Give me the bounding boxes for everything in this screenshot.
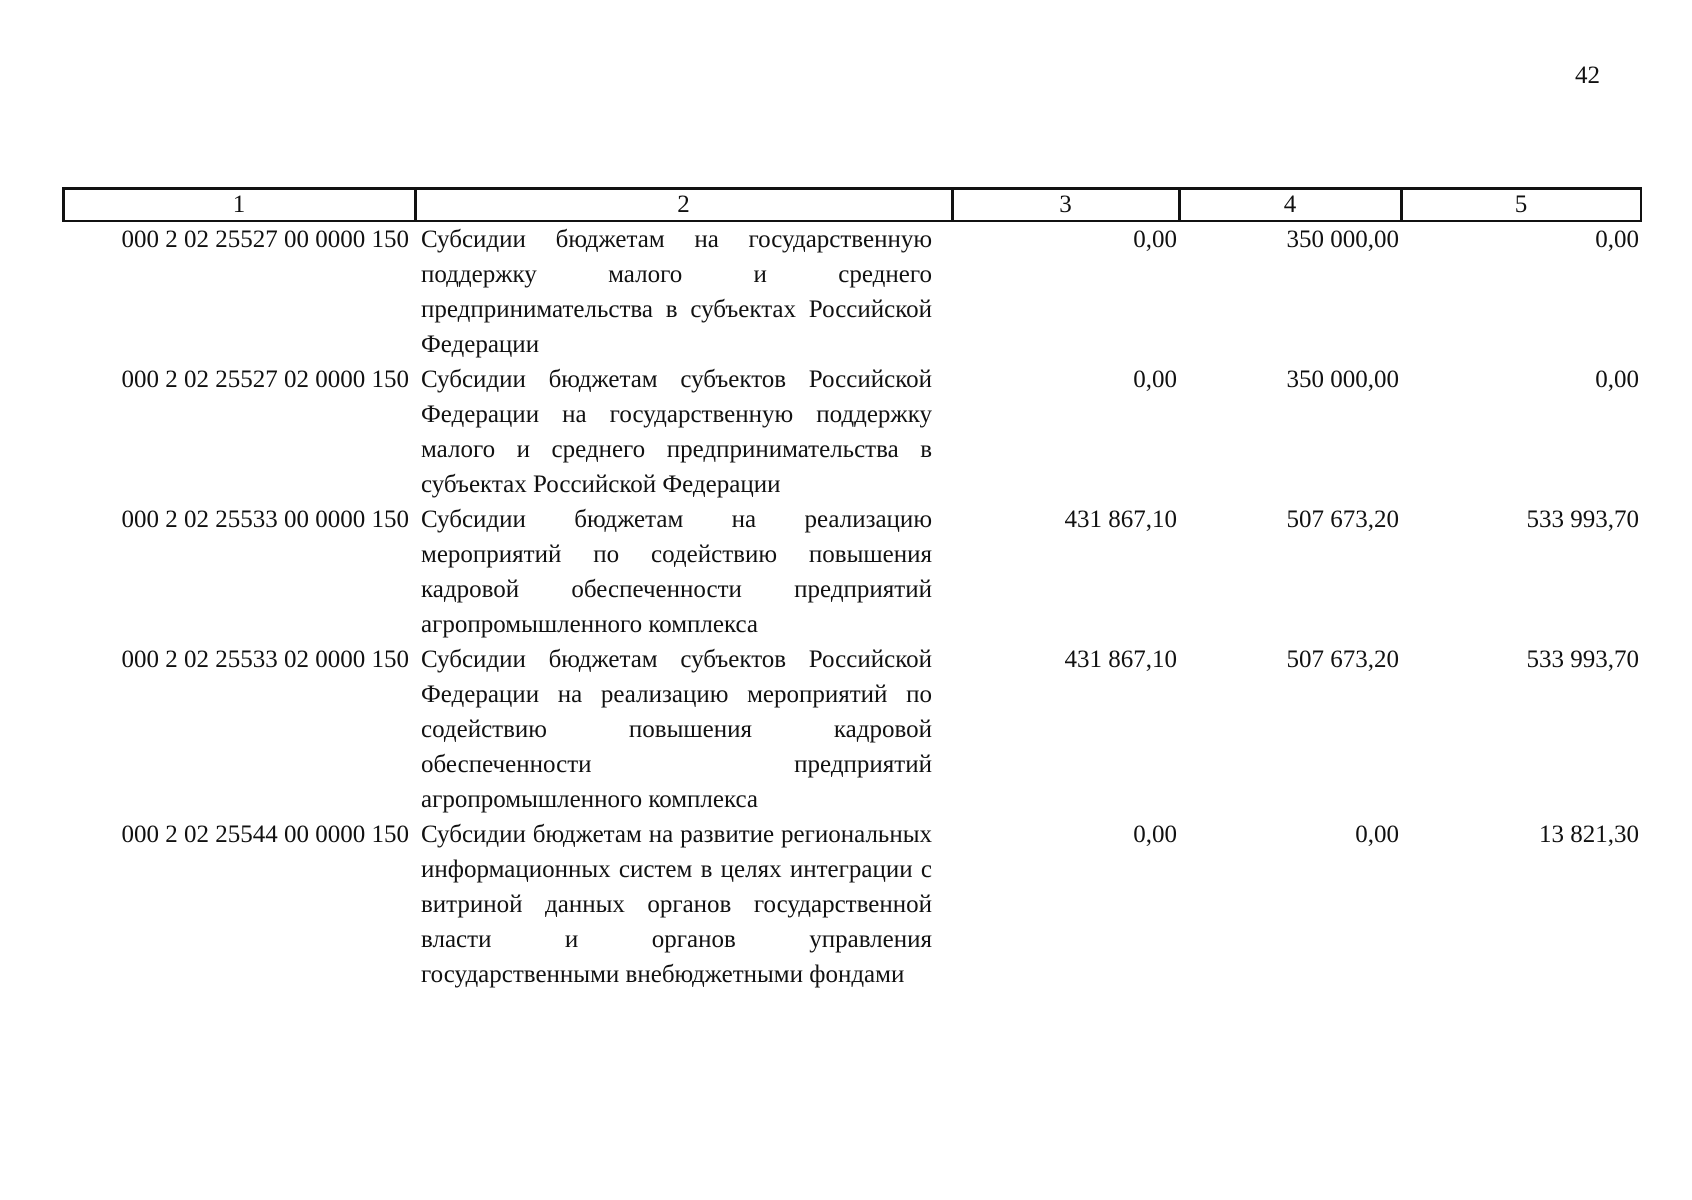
row-name: Субсидии бюджетам субъектов Российской Федерации на государственную поддержку малого и среднего предпринимательства в субъектах Российской Федерации [421,366,932,498]
row-code: 000 2 02 25527 02 0000 150 [121,366,409,393]
page-number: 42 [1575,62,1600,89]
row-name: Субсидии бюджетам на государственную поддержку малого и среднего предпринимательства в субъектах Российской Федерации [421,226,932,358]
row-value-col5: 533 993,70 [1526,506,1639,533]
row-value-col3: 431 867,10 [1064,646,1177,673]
table-row [63,221,1641,362]
header-row [63,188,1641,221]
row-code: 000 2 02 25533 02 0000 150 [121,646,409,673]
row-code: 000 2 02 25533 00 0000 150 [121,506,409,533]
row-value-col3: 431 867,10 [1064,506,1177,533]
row-value-col4: 350 000,00 [1286,226,1399,253]
row-name: Субсидии бюджетам на развитие региональных информационных систем в целях интеграции с витриной данных органов государственной власти и органов управления государственными внебюджетными фондами [421,821,932,988]
row-value-col5: 533 993,70 [1526,646,1639,673]
header-col-4: 4 [1179,188,1401,221]
row-value-col5: 13 821,30 [1539,821,1639,848]
table-row [63,817,1641,992]
header-col-2: 2 [415,188,952,221]
header-col-5: 5 [1401,188,1641,221]
row-value-col5: 0,00 [1595,226,1639,253]
row-code: 000 2 02 25527 00 0000 150 [121,226,409,253]
table-row [63,642,1641,817]
row-name: Субсидии бюджетам на реализацию мероприятий по содействию повышения кадровой обеспеченности предприятий агропромышленного комплекса [421,506,932,638]
table-row [63,502,1641,642]
row-value-col4: 350 000,00 [1286,366,1399,393]
header-col-1: 1 [63,188,415,221]
row-name: Субсидии бюджетам субъектов Российской Федерации на реализацию мероприятий по содействию повышения кадровой обеспеченности предприятий агропромышленного комплекса [421,646,932,813]
row-value-col3: 0,00 [1133,366,1177,393]
table-row [63,362,1641,502]
row-value-col3: 0,00 [1133,226,1177,253]
row-value-col3: 0,00 [1133,821,1177,848]
row-value-col4: 0,00 [1355,821,1399,848]
row-value-col5: 0,00 [1595,366,1639,393]
header-col-3: 3 [952,188,1179,221]
row-value-col4: 507 673,20 [1286,506,1399,533]
row-code: 000 2 02 25544 00 0000 150 [121,821,409,848]
row-value-col4: 507 673,20 [1286,646,1399,673]
budget-table [62,187,1642,992]
